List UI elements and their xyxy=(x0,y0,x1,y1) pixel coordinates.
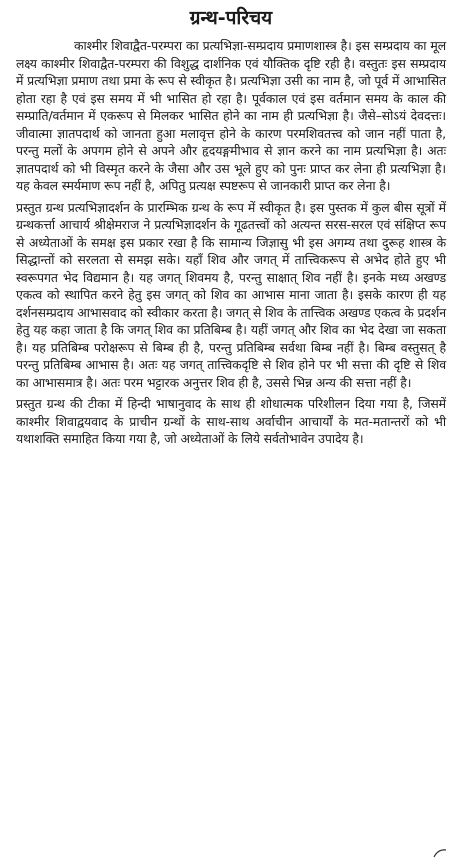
paragraph-2: प्रस्तुत ग्रन्थ प्रत्यभिज्ञादर्शन के प्रारम्भिक ग्रन्थ के रूप में स्वीकृत है। इस पुस्तक में कुल बीस सूत्रों में ग्रन्थकर्त्ता आचार्य श्रीक्षेमराज ने प्रत्यभिज्ञादर्शन के गूढतत्त्वों को अत्यन्त सरस-सरल एवं संक्षिप्त रूप से अध्येताओं के समक्ष इस प्रकार रखा है कि सामान्य जिज्ञासु भी इस अगम्य तथा दुरूह शास्त्र के सिद्धान्तों को सरलता से समझ सके। यहाँ शिव और जगत् में तात्त्विकरूप से अभेद होते हुए भी स्वरूपगत भेद विद्यमान है। यह जगत् शिवमय है, परन्तु साक्षात् शिव नहीं है। इनके मध्य अखण्ड एकत्व को स्थापित करने हेतु इस जगत् को शिव का आभास माना जाता है। इसके कारण ही यह दर्शनसम्प्रदाय आभासवाद को स्वीकार करता है। जगत् से शिव के तात्त्विक अखण्ड एकत्व के प्रदर्शन हेतु यह कहा जाता है कि जगत् शिव का प्रतिबिम्ब है। यहीं जगत् और शिव का भेद देखा जा सकता है। यह प्रतिबिम्ब परोक्षरूप से बिम्ब ही है, परन्तु प्रतिबिम्ब सर्वथा बिम्ब नहीं है। बिम्ब वस्तुसत् है परन्तु प्रतिबिम्ब आभास है। अतः यह जगत् तात्त्विकदृष्टि से शिव होने पर भी सत्ता की दृष्टि से शिव का आभासमात्र है। अतः परम भट्टारक अनुत्तर शिव ही है, उससे भिन्न अन्य की सत्ता नहीं है। xyxy=(16,199,447,390)
paragraph-3: प्रस्तुत ग्रन्थ की टीका में हिन्दी भाषानुवाद के साथ ही शोधात्मक परिशीलन दिया गया है, जिसमें काश्मीर शिवाद्वयवाद के प्राचीन ग्रन्थों के साथ-साथ अर्वाचीन आचार्यों के मत-मतान्तरों को भी यथाशक्ति समाहित किया गया है, जो अध्येताओं के लिये सर्वतोभावेन उपादेय है। xyxy=(16,396,446,446)
paragraph-1: काश्मीर शिवाद्वैत-परम्परा का प्रत्यभिज्ञा-सम्प्रदाय प्रमाणशास्त्र है। इस सम्प्रदाय का मूल लक्ष्य काश्मीर शिवाद्वैत-परम्परा की विशुद्ध दार्शनिक एवं यौक्तिक दृष्टि रही है। वस्तुतः इस सम्प्रदाय में प्रत्यभिज्ञा प्रमाण तथा प्रमा के रूप से स्वीकृत है। प्रत्यभिज्ञा उसी का नाम है, जो पूर्व में आभासित होता रहा है एवं इस समय में भी भासित हो रहा है। पूर्वकाल एवं इस वर्तमान समय के काल की सम्प्राति/वर्तमान में एकरूप से मिलकर भासित होने का नाम ही प्रत्यभिज्ञा है। जैसे–सोऽयं देवदत्तः। जीवात्मा ज्ञातपदार्थ को जानता हुआ मलावृत्त होने के कारण परमशिवतत्त्व को जान नहीं पाता है, परन्तु मलों के अपगम होने से अपने और हृदयङ्गमीभाव से ज्ञान करने का नाम प्रत्यभिज्ञा है। अतः ज्ञातपदार्थ को भी विस्मृत करने के जैसा और उस भूले हुए को पुनः प्राप्त कर लेना ही प्रत्यभिज्ञा है। यह केवल स्मर्यमाण रूप नहीं है, अपितु प्रत्यक्ष स्पष्टरूप से जानकारी प्राप्त कर लेना है। xyxy=(16,38,446,193)
page-title: ग्रन्थ-परिचय xyxy=(189,7,273,29)
pen-mark-icon xyxy=(432,847,448,859)
